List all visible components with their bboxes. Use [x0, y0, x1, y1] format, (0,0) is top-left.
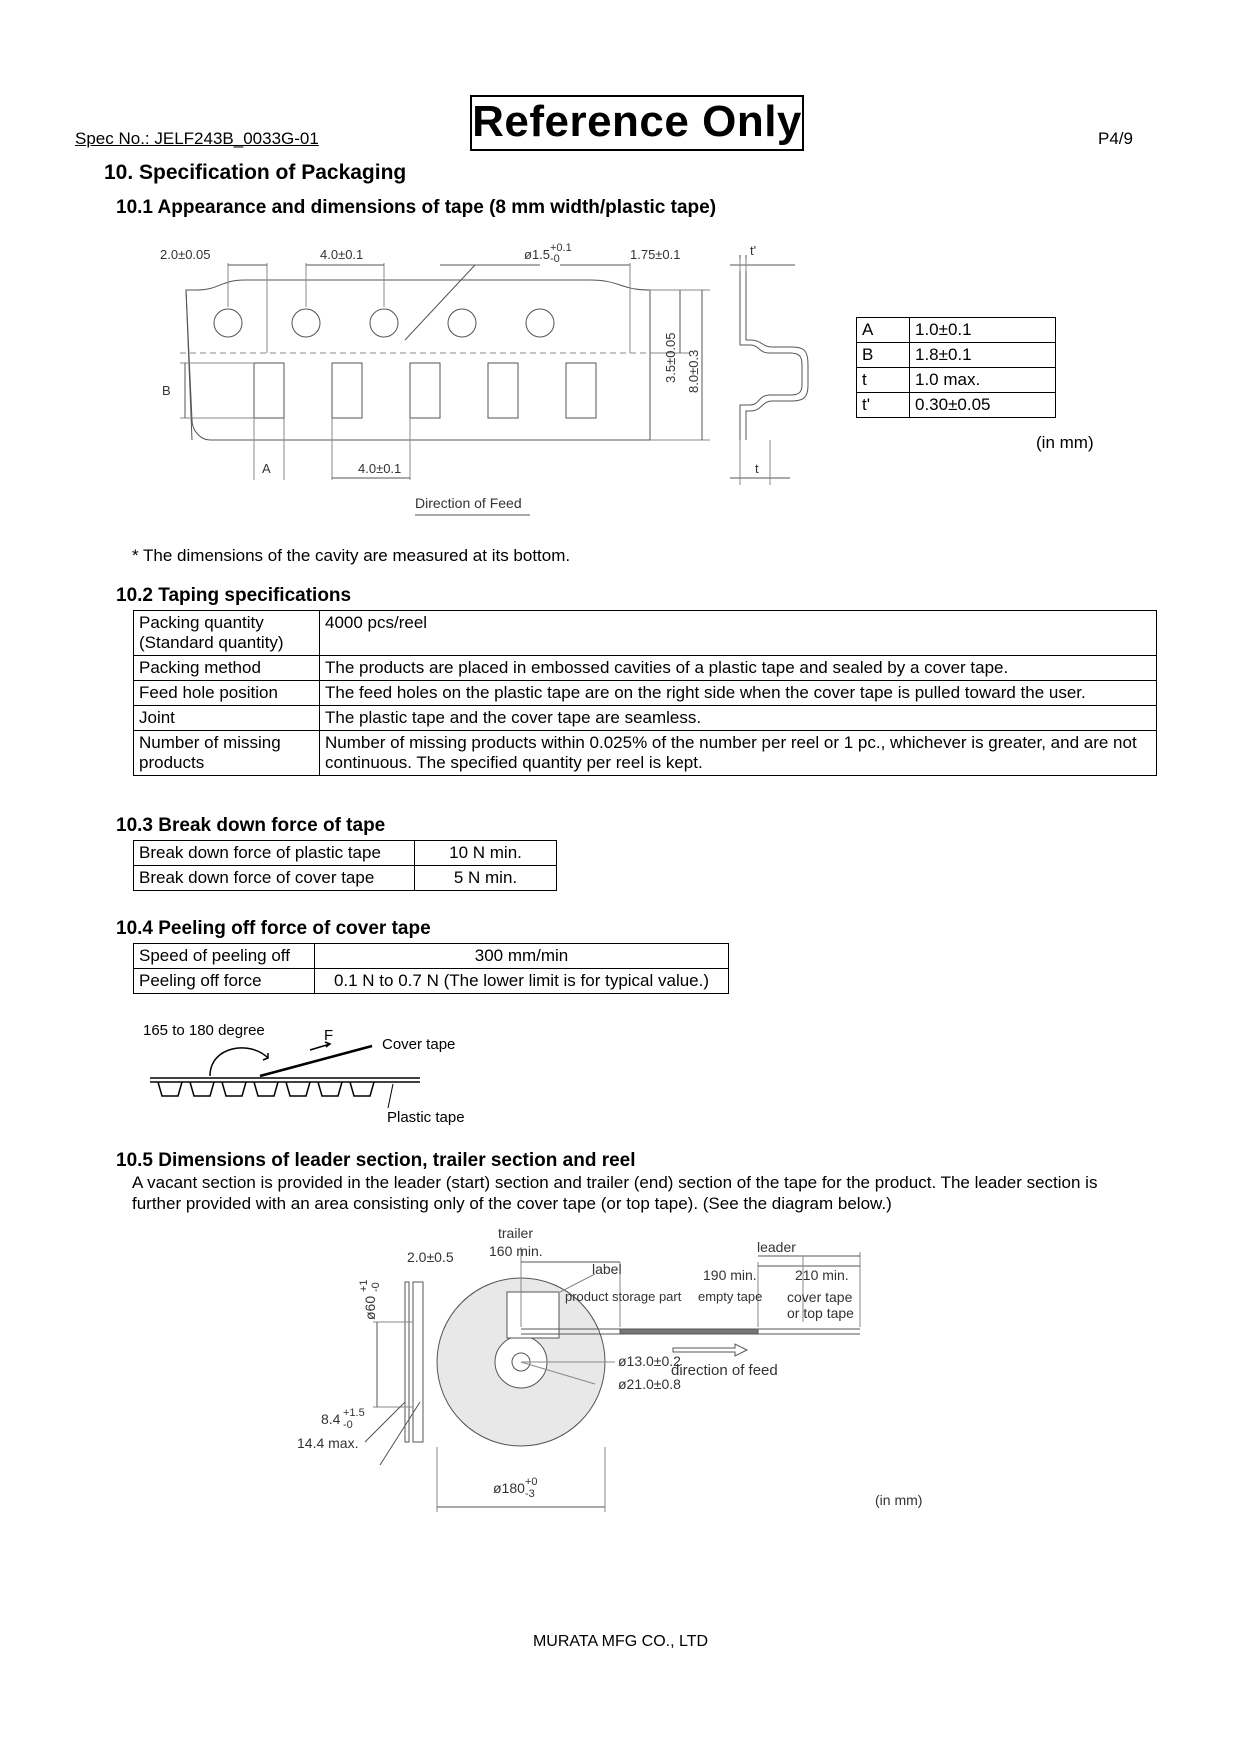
table-row: Number of missing products Number of missing products within 0.025% of the number per reel or 1 pc., whichever is greater, and are not continuous. The specified quantity per reel is kept. [134, 731, 1157, 776]
cover-tape-label: Cover tape [382, 1036, 456, 1053]
section-title: 10. Specification of Packaging [104, 161, 407, 184]
force-label: F [324, 1027, 334, 1044]
reel-label-label: label [592, 1261, 622, 1277]
cavity-note: * The dimensions of the cavity are measured at its bottom. [132, 546, 571, 565]
peel-angle-diagram [140, 1018, 500, 1128]
table-row: Packing method The products are placed in embossed cavities of a plastic tape and sealed by a cover tape. [134, 656, 1157, 681]
reel-diagram [295, 1222, 995, 1522]
width-8-4-plus: +1.5 [343, 1407, 365, 1419]
empty-tape-label: empty tape [698, 1289, 763, 1304]
company-footer: MURATA MFG CO., LTD [532, 1633, 709, 1650]
section-10-5-title: 10.5 Dimensions of leader section, trailer section and reel [116, 1150, 636, 1171]
dim-a: A [262, 461, 271, 476]
section-10-1-title: 10.1 Appearance and dimensions of tape (8 mm width/plastic tape) [116, 197, 717, 218]
dim-t: t [755, 461, 759, 476]
peel-angle-label: 165 to 180 degree [143, 1022, 265, 1039]
pitch-2-0: 2.0±0.5 [407, 1249, 454, 1265]
dia-180-plus: +0 [525, 1476, 538, 1488]
direction-of-feed-reel: direction of feed [671, 1362, 778, 1379]
peeling-force-table [133, 943, 729, 994]
unit-note: (in mm) [1036, 433, 1094, 452]
page-number: P4/9 [1098, 129, 1133, 148]
table-row: Speed of peeling off 300 mm/min [134, 944, 729, 969]
dia-60-minus: -0 [370, 1282, 382, 1292]
direction-of-feed: Direction of Feed [415, 495, 522, 511]
width-8-4: 8.4 [321, 1411, 341, 1427]
dim-4-0: 4.0±0.1 [320, 247, 364, 262]
dim-1-75: 1.75±0.1 [630, 247, 681, 262]
section-10-2-title: 10.2 Taping specifications [116, 585, 352, 606]
product-storage-label: product storage part [565, 1289, 682, 1304]
width-8-4-minus: -0 [343, 1419, 353, 1431]
leader-trailer-text: A vacant section is provided in the leader (start) section and trailer (end) section of the tape for the product. The leader section is further provided with an area consisting only of the cover tape (or top tape). (See the diagram below.) [132, 1173, 1098, 1213]
table-row: t' 0.30±0.05 [857, 393, 1056, 418]
table-row: Packing quantity (Standard quantity) 4000 pcs/reel [134, 611, 1157, 656]
dia-60-plus: +1 [358, 1279, 370, 1292]
table-row: Break down force of plastic tape 10 N min. [134, 841, 557, 866]
dia-13: ø13.0±0.2 [618, 1353, 681, 1369]
trailer-length: 160 min. [489, 1243, 543, 1259]
dim-b: B [162, 383, 171, 398]
table-row: Joint The plastic tape and the cover tape are seamless. [134, 706, 1157, 731]
cover-length: 210 min. [795, 1267, 849, 1283]
table-row: A 1.0±0.1 [857, 318, 1056, 343]
dim-hole-tol-minus: -0 [550, 253, 560, 265]
leader-label: leader [757, 1239, 796, 1255]
table-row: Feed hole position The feed holes on the plastic tape are on the right side when the cover tape is pulled toward the user. [134, 681, 1157, 706]
dim-2-0: 2.0±0.05 [160, 247, 211, 262]
trailer-label: trailer [498, 1225, 534, 1241]
dim-8-0: 8.0±0.3 [686, 349, 701, 393]
width-14-4: 14.4 max. [297, 1435, 359, 1451]
spec-number: Spec No.: JELF243B_0033G-01 [75, 129, 319, 148]
empty-length: 190 min. [703, 1267, 757, 1283]
top-tape-label: or top tape [787, 1305, 854, 1321]
reel-unit-note: (in mm) [875, 1492, 923, 1508]
taping-spec-table [133, 610, 1157, 776]
plastic-tape-label: Plastic tape [387, 1109, 465, 1126]
dim-3-5: 3.5±0.05 [663, 332, 678, 383]
cover-tape-label-reel: cover tape [787, 1289, 853, 1305]
section-10-3-title: 10.3 Break down force of tape [116, 815, 386, 836]
dim-hole-tol-plus: +0.1 [550, 242, 572, 254]
dia-180: ø180 [493, 1480, 525, 1496]
tape-dimension-table [856, 317, 1056, 418]
dim-hole: ø1.5 [524, 247, 551, 262]
dia-180-minus: -3 [525, 1488, 535, 1500]
reference-only-stamp: Reference Only [470, 95, 804, 151]
break-down-force-table [133, 840, 557, 891]
dim-4-0-bottom: 4.0±0.1 [358, 461, 402, 476]
tape-dimension-drawing [150, 235, 810, 525]
dia-21: ø21.0±0.8 [618, 1376, 681, 1392]
table-row: t 1.0 max. [857, 368, 1056, 393]
dim-t-prime: t' [750, 243, 757, 258]
section-10-4-title: 10.4 Peeling off force of cover tape [116, 918, 431, 939]
dia-60: ø60 [362, 1295, 378, 1320]
table-row: Peeling off force 0.1 N to 0.7 N (The lower limit is for typical value.) [134, 969, 729, 994]
table-row: Break down force of cover tape 5 N min. [134, 866, 557, 891]
table-row: B 1.8±0.1 [857, 343, 1056, 368]
